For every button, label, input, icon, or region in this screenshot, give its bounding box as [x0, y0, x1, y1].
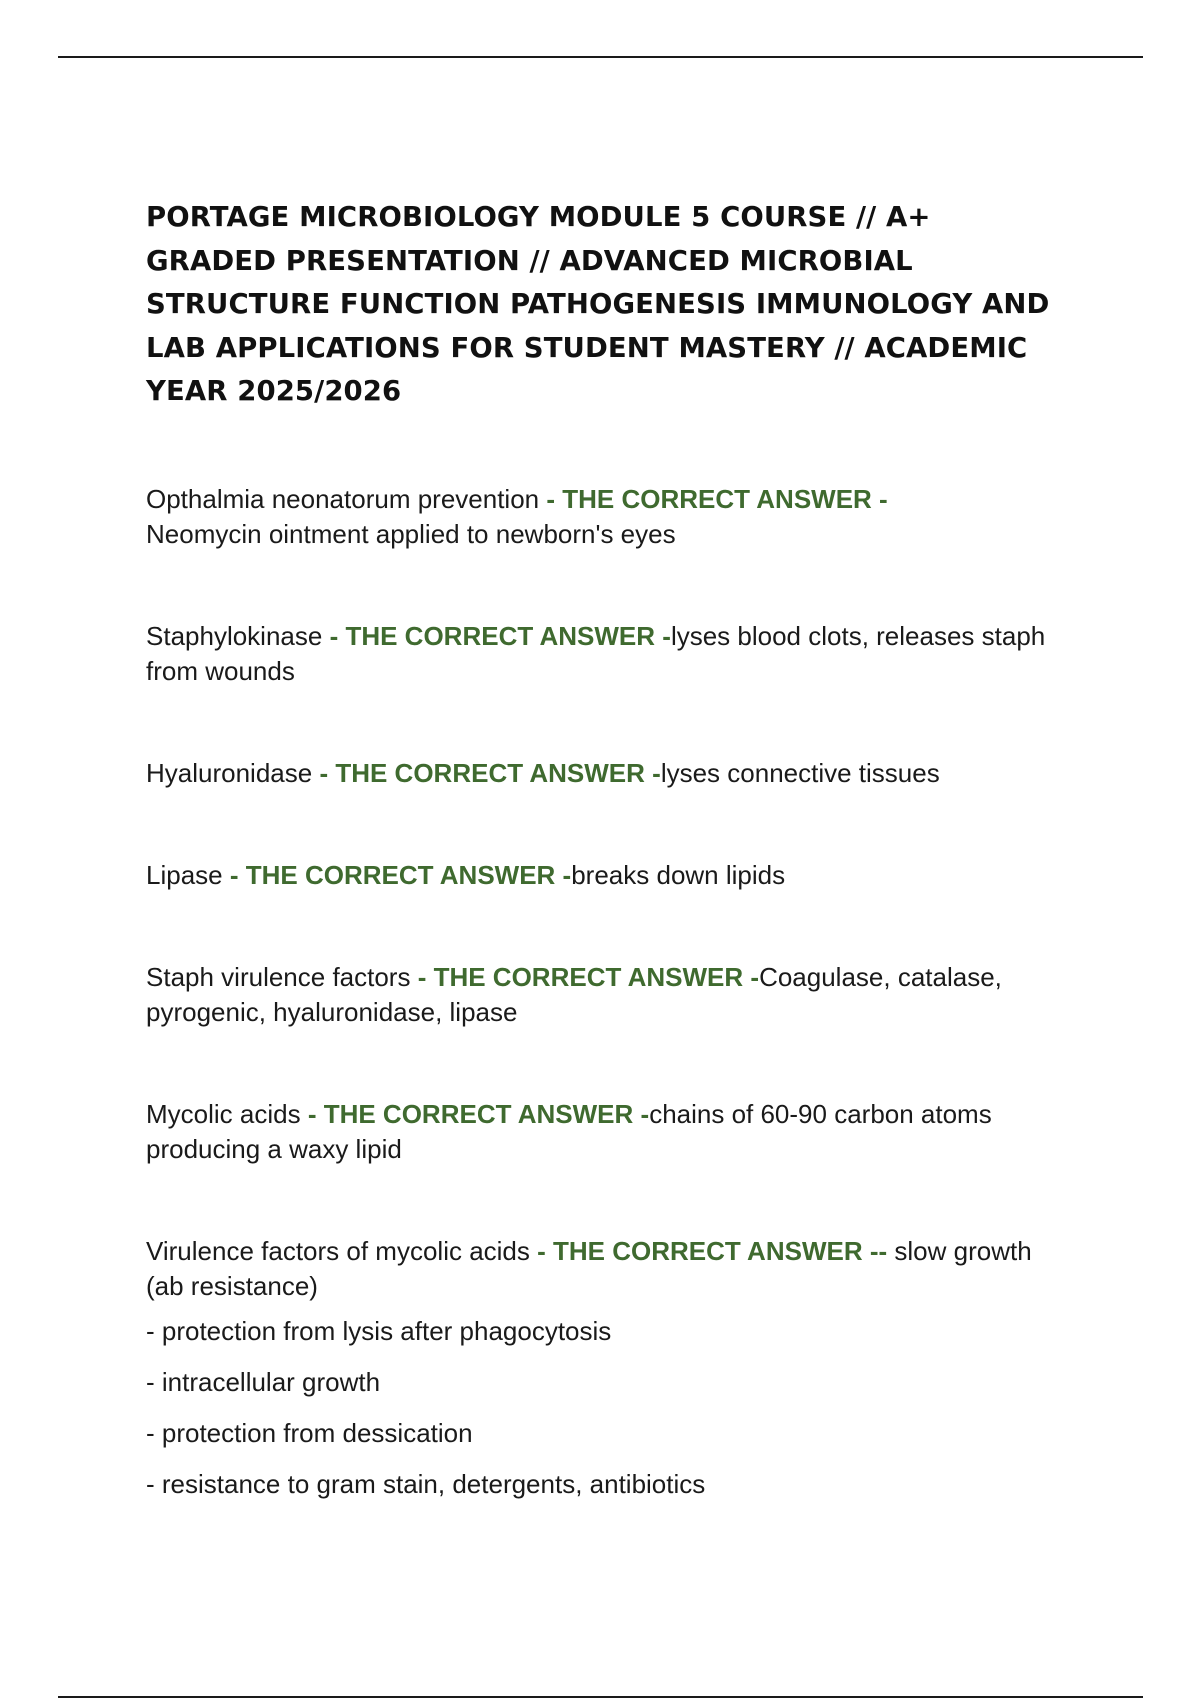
qa-term: Mycolic acids: [146, 1098, 301, 1129]
qa-term: Hyaluronidase: [146, 757, 313, 788]
bottom-rule: [58, 1696, 1143, 1698]
qa-answer: lyses connective tissues: [660, 757, 940, 788]
qa-separator: -: [633, 1098, 650, 1129]
document-title: PORTAGE MICROBIOLOGY MODULE 5 COURSE // A+ GRADED PRESENTATION // ADVANCED MICROBIAL STRUCTURE FUNCTION PATHOGENESIS IMMUNOLOGY AND LAB APPLICATIONS FOR STUDENT MASTERY // ACADEMIC YEAR 2025/2026: [146, 201, 1050, 407]
top-rule: [58, 56, 1143, 58]
bullet-list: [146, 1314, 1066, 1502]
correct-answer-marker: THE CORRECT ANSWER: [433, 961, 744, 992]
qa-answer: chains of 60-90 carbon atoms producing a waxy lipid: [146, 1098, 992, 1164]
qa-separator: -: [410, 961, 434, 992]
qa-separator: -: [222, 859, 246, 890]
qa-separator: -: [312, 757, 336, 788]
document-body: [146, 196, 1066, 1518]
qa-answer: slow growth (ab resistance): [146, 1235, 1032, 1301]
correct-answer-marker: THE CORRECT ANSWER: [345, 620, 656, 651]
qa-item-ophthalmia: [146, 482, 1066, 552]
qa-answer: lyses blood clots, releases staph from wounds: [146, 620, 1046, 686]
qa-separator: -: [322, 620, 346, 651]
qa-answer: breaks down lipids: [571, 859, 786, 890]
qa-separator: -: [300, 1098, 324, 1129]
qa-separator: -: [529, 1235, 554, 1266]
qa-item-mycolic-acids: [146, 1097, 1066, 1167]
qa-item-lipase: [146, 858, 1066, 893]
qa-separator: -: [743, 961, 760, 992]
qa-item-staphylokinase: [146, 619, 1066, 689]
qa-separator: -: [555, 859, 572, 890]
qa-list: [146, 482, 1066, 1502]
qa-answer: Neomycin ointment applied to newborn's eyes: [146, 518, 676, 549]
qa-term: Opthalmia neonatorum prevention: [146, 483, 540, 514]
correct-answer-marker: THE CORRECT ANSWER: [553, 1235, 863, 1266]
correct-answer-marker: THE CORRECT ANSWER: [323, 1098, 634, 1129]
list-item: - protection from dessication: [146, 1417, 473, 1448]
qa-separator: -: [644, 757, 661, 788]
qa-term: Virulence factors of mycolic acids: [146, 1235, 530, 1266]
list-item: - intracellular growth: [146, 1366, 381, 1397]
qa-answer: Coagulase, catalase, pyrogenic, hyaluronidase, lipase: [146, 961, 1002, 1027]
qa-separator: -: [871, 483, 888, 514]
qa-separator: -: [539, 483, 563, 514]
qa-term: Staphylokinase: [146, 620, 323, 651]
qa-item-hyaluronidase: [146, 756, 1066, 791]
correct-answer-marker: THE CORRECT ANSWER: [562, 483, 872, 514]
qa-item-staph-virulence: [146, 960, 1066, 1030]
qa-separator: --: [862, 1235, 888, 1266]
list-item: - resistance to gram stain, detergents, antibiotics: [146, 1468, 706, 1499]
qa-term: Staph virulence factors: [146, 961, 411, 992]
list-item: - protection from lysis after phagocytosis: [146, 1315, 612, 1346]
qa-separator: -: [655, 620, 671, 651]
correct-answer-marker: THE CORRECT ANSWER: [335, 757, 645, 788]
qa-term: Lipase: [146, 859, 223, 890]
qa-item-mycolic-virulence: [146, 1234, 1066, 1502]
correct-answer-marker: THE CORRECT ANSWER: [245, 859, 556, 890]
